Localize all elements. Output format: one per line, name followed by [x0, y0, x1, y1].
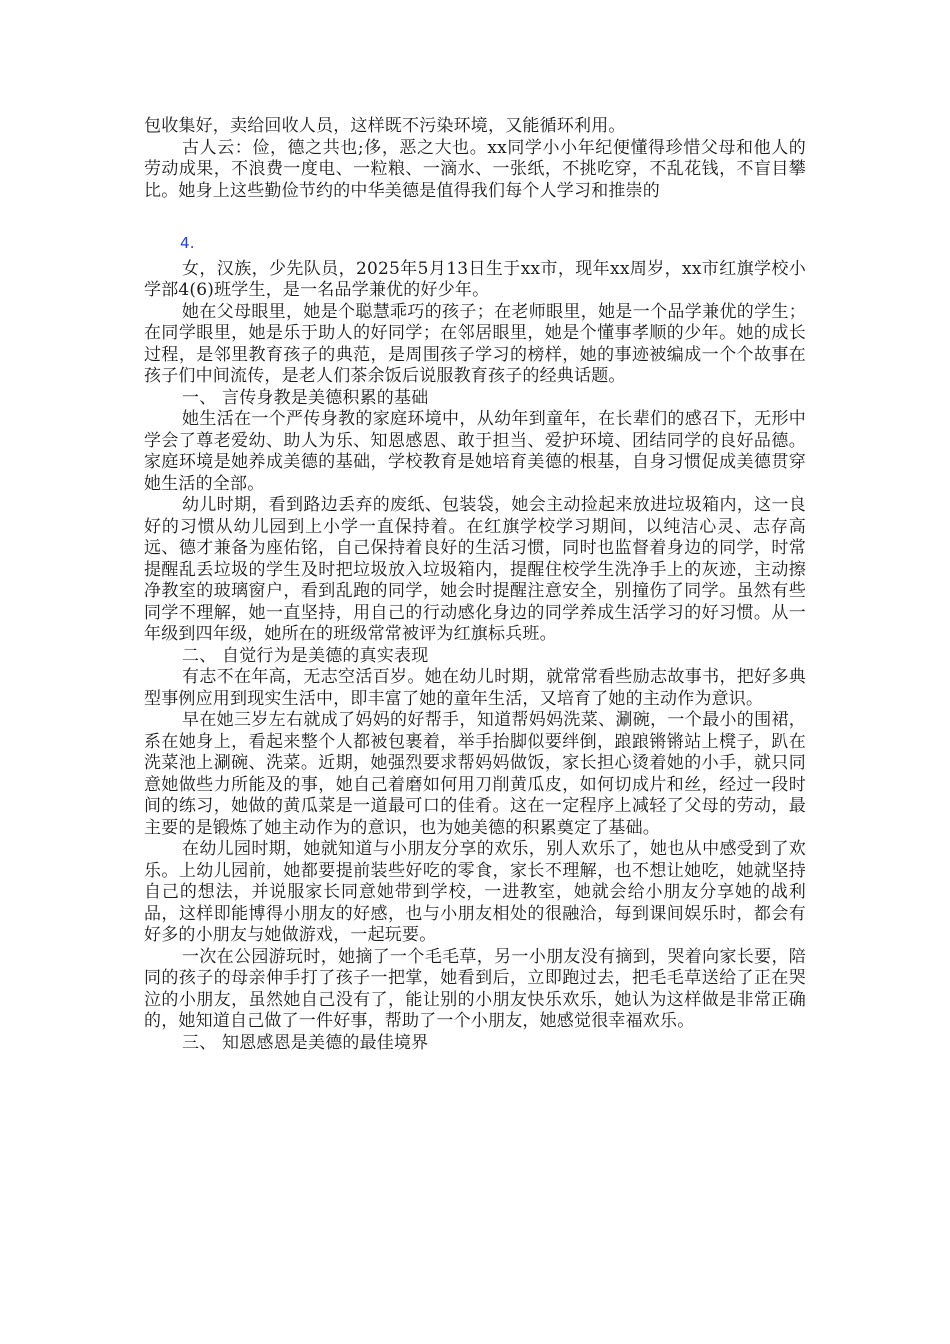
paragraph-4: 有志不在年高，无志空活百岁。她在幼儿时期，就常常看些励志故事书，把好多典型事例应用到现实生活中，即丰富了她的童年生活，又培育了她的主动作为意识。	[144, 667, 806, 709]
paragraph-2: 她生活在一个严传身教的家庭环境中，从幼年到童年，在长辈们的感召下，无形中学会了尊老爱幼、助人为乐、知恩感恩、敢于担当、爱护环境、团结同学的良好品德。家庭环境是她养成美德的基础，学校教育是她培育美德的根基，自身习惯促成美德贯穿她生活的全部。	[144, 409, 806, 494]
paragraph-frugality: 古人云：俭，德之共也;侈，恶之大也。xx同学小小年纪便懂得珍惜父母和他人的劳动成果，不浪费一度电、一粒粮、一滴水、一张纸，不挑吃穿，不乱花钱，不盲目攀比。她身上这些勤俭节约的中华美德是值得我们每个人学习和推崇的	[144, 137, 806, 201]
paragraph-intro: 女，汉族，少先队员，2025年5月13日生于xx市，现年xx周岁，xx市红旗学校小学部4(6)班学生，是一名品学兼优的好少年。	[144, 258, 806, 300]
section-heading-3: 三、 知恩感恩是美德的最佳境界	[182, 1032, 429, 1053]
paragraph-5: 早在她三岁左右就成了妈妈的好帮手，知道帮妈妈洗菜、涮碗，一个最小的围裙，系在她身上，看起来整个人都被包裹着，举手抬脚似要绊倒，踉踉锵锵站上櫈子，趴在洗菜池上涮碗、洗菜。近期，她强烈要求帮妈妈做饭，家长担心烫着她的小手，就只同意她做些力所能及的事，她自己着磨如何用刀削黄瓜皮，如何切成片和丝，经过一段时间的练习，她做的黄瓜菜是一道最可口的佳肴。这在一定程序上减轻了父母的劳动，最主要的是锻炼了她主动作为的意识，也为她美德的积累奠定了基础。	[144, 710, 806, 838]
paragraph-6: 在幼儿园时期，她就知道与小朋友分享的欢乐，别人欢乐了，她也从中感受到了欢乐。上幼儿园前，她都要提前装些好吃的零食，家长不理解，也不想让她吃，她就坚持自己的想法，并说服家长同意她带到学校，一进教室，她就会给小朋友分享她的战利品，这样即能博得小朋友的好感，也与小朋友相处的很融洽，每到课间娱乐时，都会有好多的小朋友与她做游戏，一起玩要。	[144, 839, 806, 945]
paragraph-7: 一次在公园游玩时，她摘了一个毛毛草，另一小朋友没有摘到，哭着向家长要，陪同的孩子的母亲伸手打了孩子一把掌，她看到后，立即跑过去，把毛毛草送给了正在哭泣的小朋友，虽然她自己没有了，能让别的小朋友快乐欢乐，她认为这样做是非常正确的，她知道自己做了一件好事，帮助了一个小朋友，她感觉很幸福欢乐。	[144, 946, 806, 1031]
section-heading-2: 二、 自觉行为是美德的真实表现	[182, 645, 429, 666]
paragraph-continued: 包收集好，卖给回收人员，这样既不污染环境，又能循环利用。	[144, 116, 626, 136]
section-heading-1: 一、 言传身教是美德积累的基础	[182, 387, 429, 408]
paragraph-1: 她在父母眼里，她是个聪慧乖巧的孩子；在老师眼里，她是一个品学兼优的学生；在同学眼里，她是乐于助人的好同学；在邻居眼里，她是个懂事孝顺的少年。她的成长过程，是邻里教育孩子的典范，是周围孩子学习的榜样，她的事迹被编成一个个故事在孩子们中间流传，是老人们茶余饭后说服教育孩子的经典话题。	[144, 301, 806, 386]
paragraph-3: 幼儿时期，看到路边丢弃的废纸、包装袋，她会主动捡起来放进垃圾箱内，这一良好的习惯从幼儿园到上小学一直保持着。在红旗学校学习期间，以纯洁心灵、志存高远、德才兼备为座佑铭，自己保持着良好的生活习惯，同时也监督着身边的同学，时常提醒乱丢垃圾的学生及时把垃圾放入垃圾箱内，提醒住校学生洗净手上的灰迹，主动擦净教室的玻璃窗户，看到乱跑的同学，她会时提醒注意安全，别撞伤了同学。虽然有些同学不理解，她一直坚持，用自己的行动感化身边的同学养成生活学习的好习惯。从一年级到四年级，她所在的班级常常被评为红旗标兵班。	[144, 495, 806, 644]
section-number: 4.	[180, 234, 195, 252]
document-body	[144, 116, 806, 1054]
